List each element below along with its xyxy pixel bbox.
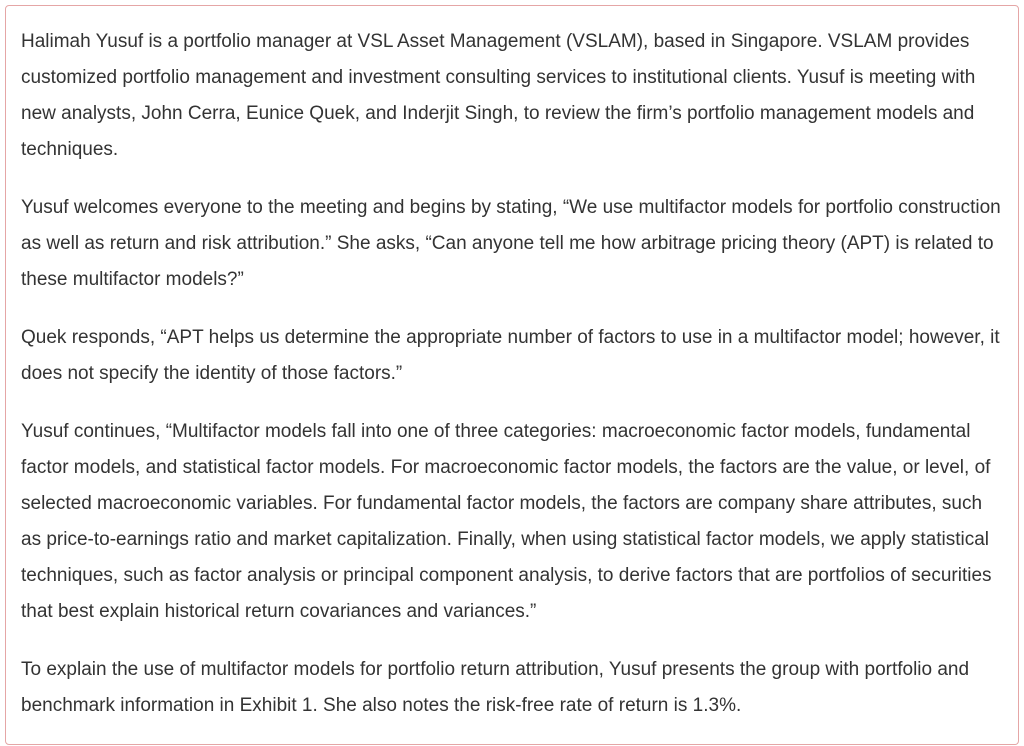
paragraph-intro: Halimah Yusuf is a portfolio manager at VSL Asset Management (VSLAM), based in Singapore. VSLAM provides customized portfolio management and investment consulting services to institutional clients. Yusuf is meeting with new analysts, John Cerra, Eunice Quek, and Inderjit Singh, to review the firm’s portfolio management models and techniques.	[21, 31, 976, 160]
paragraph-model-categories: Yusuf continues, “Multifactor models fall into one of three categories: macroeconomic factor models, fundamental factor models, and statistical factor models. For macroeconomic factor models, the factors are the value, or level, of selected macroeconomic variables. For fundamental factor models, the factors are company share attributes, such as price-to-earnings ratio and market capitalization. Finally, when using statistical factor models, we apply statistical techniques, such as factor analysis or principal component analysis, to derive factors that are portfolios of securities that best explain historical return covariances and variances.”	[21, 421, 992, 622]
passage-text	[21, 24, 1005, 746]
passage-container	[5, 5, 1019, 745]
paragraph-yusuf-question: Yusuf welcomes everyone to the meeting and begins by stating, “We use multifactor models for portfolio construction as well as return and risk attribution.” She asks, “Can anyone tell me how arbitrage pricing theory (APT) is related to these multifactor models?”	[21, 197, 1001, 290]
paragraph-quek-response: Quek responds, “APT helps us determine the appropriate number of factors to use in a multifactor model; however, it does not specify the identity of those factors.”	[21, 327, 1000, 384]
paragraph-exhibit-intro: To explain the use of multifactor models for portfolio return attribution, Yusuf presents the group with portfolio and benchmark information in Exhibit 1. She also notes the risk-free rate of return is 1.3%.	[21, 659, 970, 716]
